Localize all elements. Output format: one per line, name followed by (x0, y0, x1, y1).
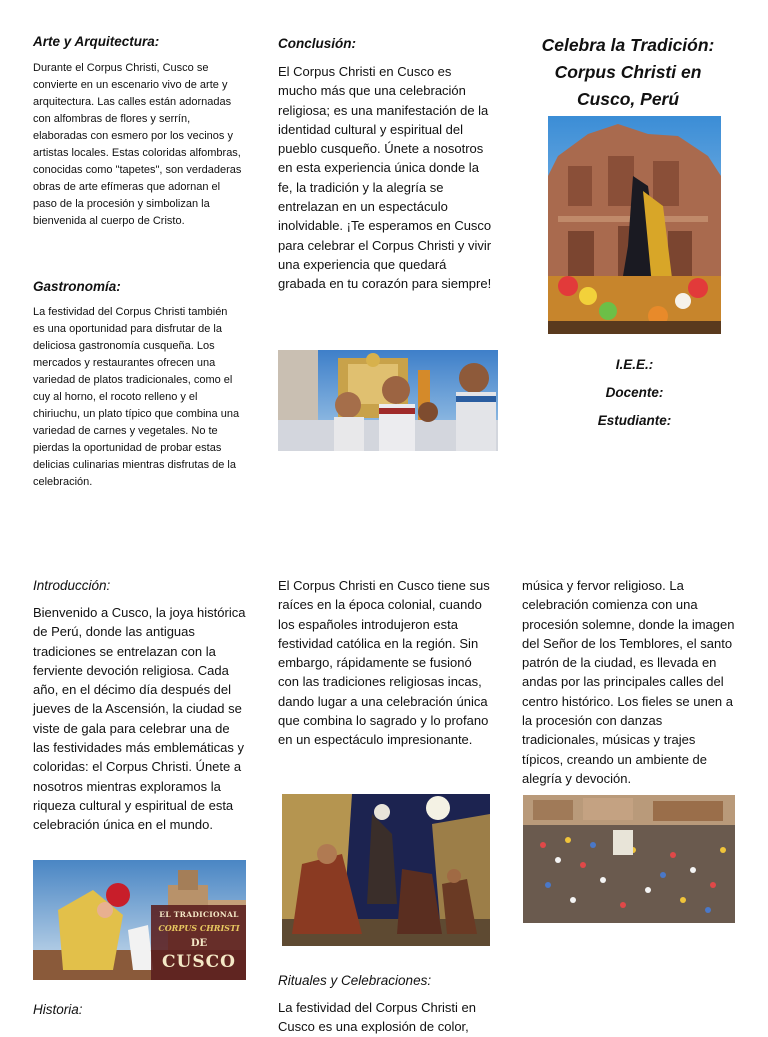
arte-heading: Arte y Arquitectura: (33, 34, 160, 49)
gastronomia-heading: Gastronomía: (33, 279, 121, 294)
iee-label: I.E.E.: (615, 357, 654, 372)
church-procession-image (548, 116, 721, 334)
children-procession-image (278, 350, 498, 451)
conclusion-body: El Corpus Christi en Cusco es mucho más que una celebración religiosa; es una manifestación de la identidad cultural y espiritual del pueblo cusqueño. Únete a nosotros en esta experiencia única donde la fe, la tradición y la alegría se entrelazan en un espectáculo inolvidable. ¡Te esperamos en Cusco para celebrar el Corpus Christi y vivir una experiencia que quedará grabada en tu corazón para siempre! (278, 64, 492, 292)
rituales-body-continued: música y fervor religioso. La celebración comienza con una procesión solemne, donde la imagen del Señor de los Temblores, el santo patrón de la ciudad, es llevada en andas por las principales calles del centro histórico. Los fieles se unen a la procesión con danzas tradicionales, músicas y trajes típicos, creando un ambiente de alegría y devoción. (522, 578, 735, 786)
introduccion-heading: Introducción: (33, 578, 111, 593)
introduccion-body: Bienvenido a Cusco, la joya histórica de Perú, donde las antiguas tradiciones se entrelazan con la ferviente devoción religiosa. Cada año, en el décimo día después del jueves de la Ascensión, la ciudad se viste de gala para celebrar una de las festividades más emblemáticas y coloridas: el Corpus Christi. Únete a nosotros mientras exploramos la riqueza cultural y espiritual de esta celebración única en el mundo. (33, 605, 246, 833)
poster-line-2: CORPUS CHRISTI (158, 923, 240, 933)
docente-label: Docente: (605, 385, 664, 400)
cover-title: Celebra la Tradición: Corpus Christi en Cusco, Perú (541, 35, 715, 109)
estudiante-label: Estudiante: (597, 413, 672, 428)
gastronomia-body: La festividad del Corpus Christi también es una oportunidad para disfrutar de la deliciosa gastronomía cusqueña. Los mercados y restaurantes ofrecen una variedad de platos tradicionales, como el cuy al horno, el rocoto relleno y el chiriuchu, un plato típico que combina una variedad de carnes y vegetales. No te pierdas la oportunidad de probar estas delicias culinarias mientras disfrutas de la celebración. (33, 306, 240, 488)
arte-body: Durante el Corpus Christi, Cusco se convierte en un escenario vivo de arte y arquitectura. Las calles están adornadas con alfombras de flores y serrín, elaboradas con esmero por los vecinos y artistas locales. Estas coloridas alfombras, conocidas como "tapetes", son verdaderas obras de arte efímeras que adornan el paso de la procesión y simbolizan la bienvenida al cuerpo de Cristo. (33, 62, 242, 227)
rituales-body-start: La festividad del Corpus Christi en Cusco es una explosión de color, (278, 1000, 476, 1035)
poster-line-4: CUSCO (162, 952, 236, 972)
plaza-crowd-image (523, 795, 735, 923)
inca-night-painting-image (282, 794, 490, 946)
conclusion-heading: Conclusión: (278, 36, 356, 51)
historia-heading: Historia: (33, 1002, 83, 1017)
poster-line-3: DE (190, 938, 208, 949)
poster-line-1: EL TRADICIONAL (159, 910, 239, 919)
rituales-heading: Rituales y Celebraciones: (278, 973, 432, 988)
cusco-poster-image (33, 860, 246, 980)
historia-body: El Corpus Christi en Cusco tiene sus raíces en la época colonial, cuando los españoles introdujeron esta festividad católica en la región. Sin embargo, rápidamente se fusionó con las tradiciones religiosas incas, dando lugar a una celebración única que combina lo sagrado y lo profano en un espectáculo impresionante. (278, 578, 490, 748)
